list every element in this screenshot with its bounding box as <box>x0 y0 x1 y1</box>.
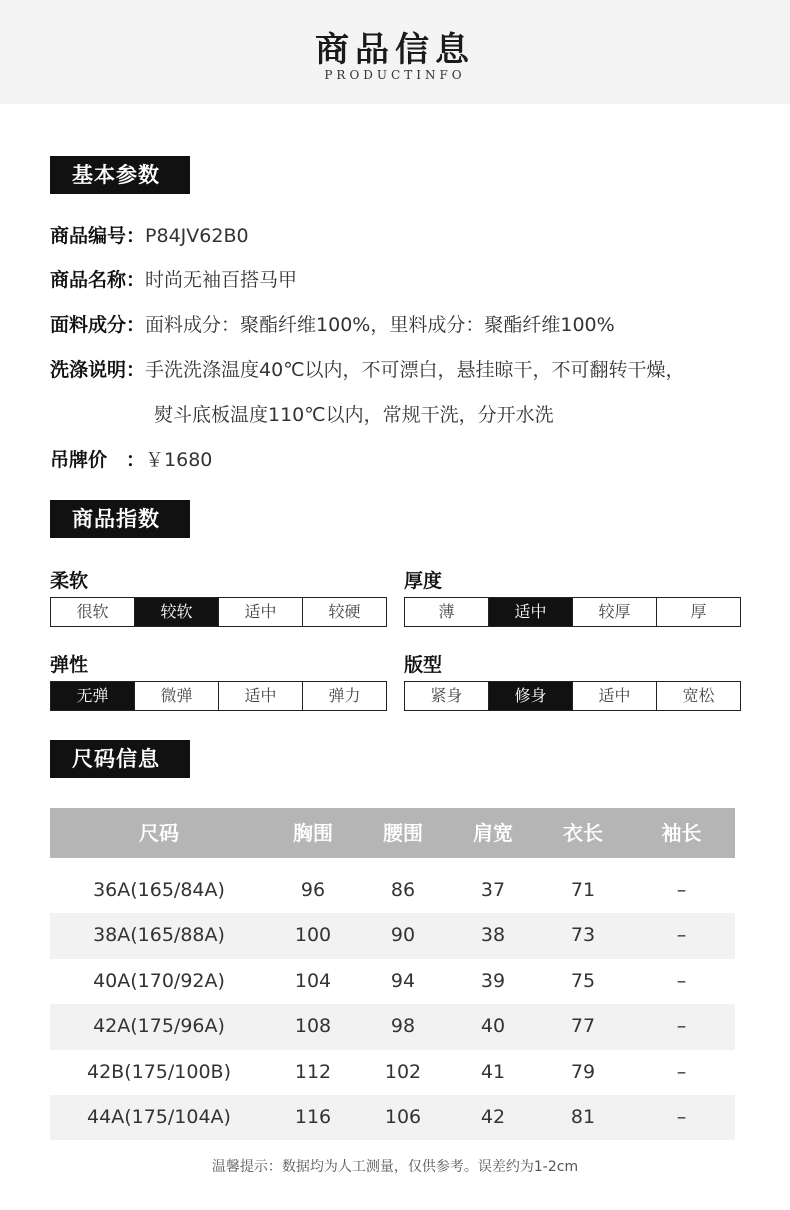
table-cell: – <box>676 1015 687 1038</box>
index-option: 较软 <box>134 598 218 626</box>
index-option: 适中 <box>572 682 656 710</box>
param-sep: ： <box>126 225 146 247</box>
table-row <box>50 913 735 958</box>
table-cell: – <box>676 1105 687 1128</box>
section-basic-params: 基本参数 <box>50 156 190 194</box>
table-cell: 79 <box>570 1060 596 1083</box>
header-cell-length: 衣长 <box>563 821 603 845</box>
param-sep: ： <box>126 449 146 471</box>
table-cell: 90 <box>390 924 416 947</box>
param-fabric <box>50 313 615 337</box>
index-option: 宽松 <box>656 682 740 710</box>
table-row <box>50 868 735 913</box>
section-size-info: 尺码信息 <box>50 740 190 778</box>
index-option: 适中 <box>218 682 302 710</box>
param-value: ￥1680 <box>145 449 213 471</box>
index-title-thickness: 厚度 <box>404 570 443 592</box>
index-scale-thickness <box>404 597 741 627</box>
table-cell: – <box>676 969 687 992</box>
param-product-code <box>50 224 249 248</box>
table-row <box>50 1004 735 1049</box>
table-cell: – <box>676 924 687 947</box>
table-cell: 40 <box>480 1015 506 1038</box>
table-cell: 116 <box>294 1105 332 1128</box>
table-cell: 71 <box>570 879 596 901</box>
table-cell: 100 <box>294 924 332 947</box>
param-label: 商品名称 <box>50 269 127 291</box>
table-cell: 44A(175/104A) <box>87 1105 231 1128</box>
table-cell: – <box>676 879 687 901</box>
param-sep: ： <box>126 269 146 291</box>
param-value: 时尚无袖百搭马甲 <box>145 269 298 291</box>
table-cell: 42A(175/96A) <box>93 1015 225 1038</box>
page-header <box>0 0 790 104</box>
index-option: 紧身 <box>430 686 463 705</box>
header-cell-chest: 胸围 <box>293 821 333 845</box>
index-option: 适中 <box>488 598 572 626</box>
index-option: 适中 <box>218 598 302 626</box>
size-table <box>50 808 735 1140</box>
param-label: 商品编号 <box>50 225 127 247</box>
index-option: 很软 <box>76 602 109 621</box>
index-scale-elasticity <box>50 681 387 711</box>
table-cell: 81 <box>570 1105 596 1128</box>
table-cell: 104 <box>294 969 332 992</box>
table-cell: 73 <box>570 924 596 947</box>
table-cell: 77 <box>570 1015 596 1038</box>
table-cell: 94 <box>390 969 416 992</box>
section-product-index: 商品指数 <box>50 500 190 538</box>
header-cell-shoulder: 肩宽 <box>473 821 513 845</box>
table-row <box>50 1050 735 1095</box>
table-cell: 42B(175/100B) <box>86 1060 231 1083</box>
table-cell: 39 <box>480 969 506 992</box>
param-washing-cont: 熨斗底板温度110℃以内，常规干洗，分开水洗 <box>154 404 554 426</box>
param-label: 洗涤说明 <box>50 359 127 381</box>
table-cell: – <box>676 1060 687 1083</box>
table-cell: 41 <box>480 1060 506 1083</box>
table-cell: 38 <box>480 924 506 947</box>
size-table-header <box>50 808 735 858</box>
table-cell: 96 <box>300 879 326 901</box>
index-option: 厚 <box>656 598 740 626</box>
index-option: 微弹 <box>134 682 218 710</box>
index-option: 无弹 <box>51 682 134 710</box>
index-title-fit: 版型 <box>404 654 443 676</box>
table-cell: 98 <box>390 1015 416 1038</box>
param-sep: ： <box>126 359 146 381</box>
table-cell: 40A(170/92A) <box>93 969 225 992</box>
header-cell-size: 尺码 <box>139 821 179 845</box>
table-cell: 42 <box>480 1105 506 1128</box>
table-cell: 86 <box>390 879 416 901</box>
page-subtitle: PRODUCTINFO <box>324 68 466 82</box>
table-cell: 37 <box>480 879 506 901</box>
param-label: 面料成分 <box>50 314 127 336</box>
header-cell-waist: 腰围 <box>383 821 423 845</box>
table-cell: 75 <box>570 969 596 992</box>
table-cell: 102 <box>384 1060 422 1083</box>
index-option: 薄 <box>438 602 455 621</box>
table-cell: 112 <box>294 1060 332 1083</box>
param-value: 手洗洗涤温度40℃以内，不可漂白，悬挂晾干，不可翻转干燥， <box>145 359 685 381</box>
header-cell-sleeve: 袖长 <box>661 821 702 845</box>
index-title-softness: 柔软 <box>50 570 89 592</box>
table-row <box>50 1095 735 1140</box>
index-scale-softness <box>50 597 387 627</box>
index-option: 弹力 <box>302 682 386 710</box>
measurement-note: 温馨提示：数据均为人工测量，仅供参考。误差约为1-2cm <box>211 1159 579 1175</box>
index-scale-fit <box>404 681 741 711</box>
table-cell: 36A(165/84A) <box>93 879 225 901</box>
index-option: 较硬 <box>302 598 386 626</box>
param-washing <box>50 358 685 382</box>
param-product-name <box>50 268 297 292</box>
index-option: 较厚 <box>572 598 656 626</box>
table-cell: 108 <box>294 1015 332 1038</box>
table-cell: 106 <box>384 1105 422 1128</box>
param-label: 吊牌价 <box>50 449 127 471</box>
table-row <box>50 959 735 1004</box>
param-price <box>50 448 212 472</box>
page-title: 商品信息 <box>315 30 475 70</box>
size-table-body <box>50 858 735 1140</box>
index-title-elasticity: 弹性 <box>50 654 89 676</box>
param-value: 面料成分：聚酯纤维100%，里料成分：聚酯纤维100% <box>145 314 615 336</box>
param-value: P84JV62B0 <box>145 225 249 247</box>
index-option: 修身 <box>488 682 572 710</box>
param-sep: ： <box>126 314 146 336</box>
table-cell: 38A(165/88A) <box>93 924 225 947</box>
